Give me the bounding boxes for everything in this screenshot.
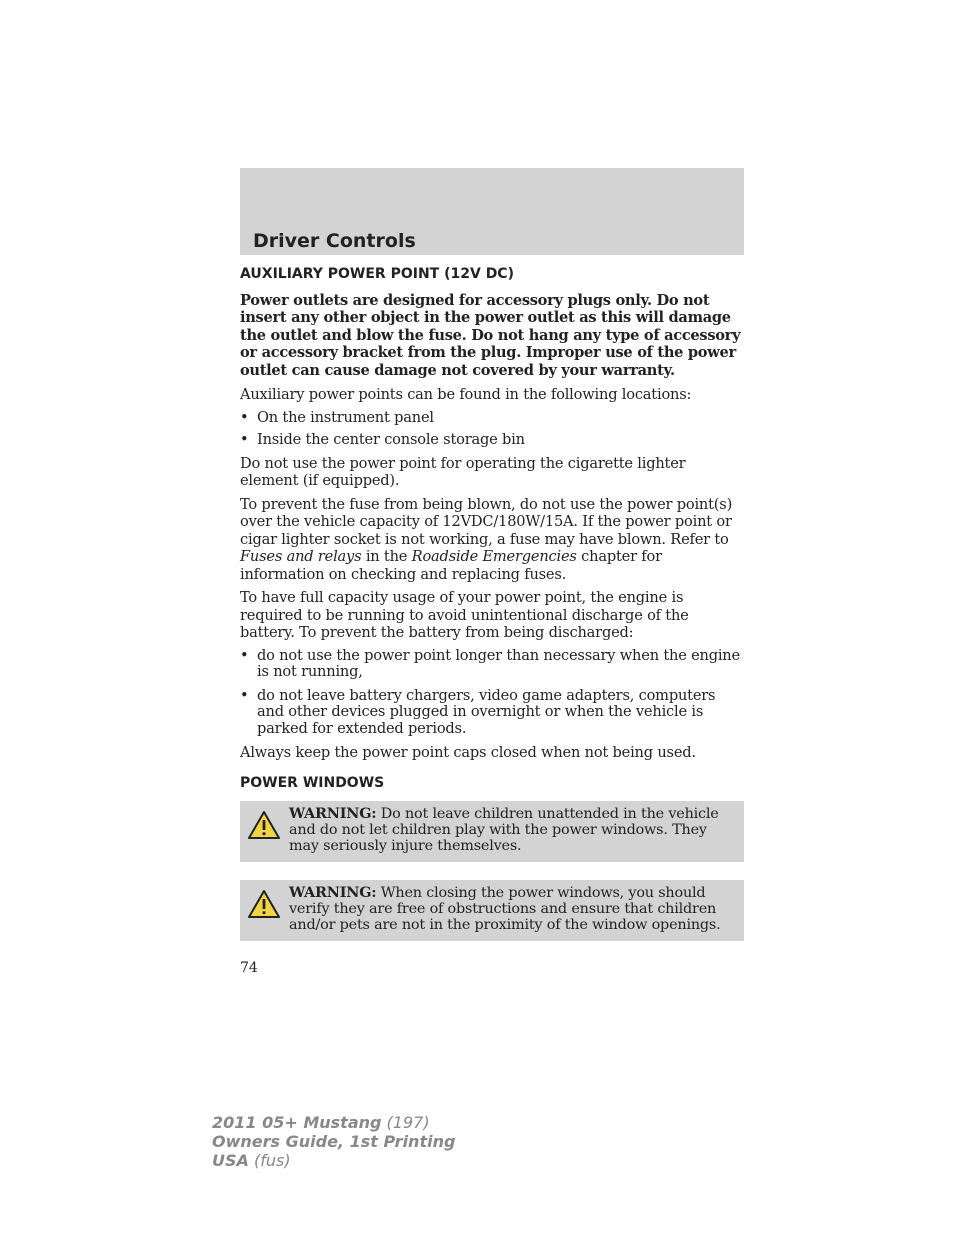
bullet-icon: • xyxy=(240,431,249,448)
aux-capacity-note: To have full capacity usage of your power point, the engine is required to be running to avoid unintentional discharge of the battery. To prevent the battery from being discharged: xyxy=(240,589,689,641)
warning-triangle-icon xyxy=(247,889,281,919)
footer-line-guide: Owners Guide, 1st Printing xyxy=(212,1132,456,1151)
aux-power-caution: Power outlets are designed for accessory plugs only. Do not insert any other object in the power outlet as this will damage the outlet and blow the fuse. Do not hang any type of accessory or accessory bracket from the plug. Improper use of the power outlet can cause damage not covered by your warranty. xyxy=(240,291,741,379)
document-footer xyxy=(212,1113,455,1170)
warning-box xyxy=(240,880,744,941)
section-title: Driver Controls xyxy=(253,230,416,252)
power-windows-heading: POWER WINDOWS xyxy=(240,774,385,791)
list-item: • On the instrument panel xyxy=(240,408,434,426)
warning-label: WARNING: xyxy=(289,884,377,901)
aux-power-heading: AUXILIARY POWER POINT (12V DC) xyxy=(240,266,514,282)
footer-line-model: 2011 05+ Mustang (197) xyxy=(212,1113,430,1132)
aux-caps-note: Always keep the power point caps closed when not being used. xyxy=(240,744,696,761)
fuses-relays-reference: Fuses and relays xyxy=(240,548,362,565)
section-header-band xyxy=(240,168,744,255)
list-item: • do not leave battery chargers, video game adapters, computers and other devices plugged in overnight or when the vehicle is parked for extended periods. xyxy=(240,686,716,737)
list-item: • do not use the power point longer than necessary when the engine is not running, xyxy=(240,646,740,680)
warning-box xyxy=(240,801,744,862)
warning-text: When closing the power windows, you should verify they are free of obstructions and ensure that children and/or pets are not in the proximity of the window openings. xyxy=(289,885,721,933)
bullet-icon: • xyxy=(240,686,249,704)
aux-lighter-note: Do not use the power point for operating the cigarette lighter element (if equipped). xyxy=(240,454,686,489)
bullet-icon: • xyxy=(240,646,249,664)
footer-line-market: USA (fus) xyxy=(212,1151,291,1170)
aux-capacity-list xyxy=(240,648,744,738)
page-number: 74 xyxy=(240,960,258,976)
aux-locations-intro: Auxiliary power points can be found in the following locations: xyxy=(240,386,692,403)
aux-fuse-note: To prevent the fuse from being blown, do not use the power point(s) over the vehicle capacity of 12VDC/180W/15A. If the power point or cigar lighter socket is not working, a fuse may have blown. Refer to Fuses and relays in the Roadside Emergencies chapter for information on checking and replacing fuses. xyxy=(240,495,733,583)
warning-triangle-icon xyxy=(247,810,281,840)
aux-locations-list xyxy=(240,410,744,449)
page-content xyxy=(240,266,744,959)
warning-text: Do not leave children unattended in the vehicle and do not let children play with the power windows. They may seriously injure themselves. xyxy=(289,806,719,854)
bullet-icon: • xyxy=(240,408,249,426)
roadside-emergencies-reference: Roadside Emergencies xyxy=(411,548,577,565)
list-item: • Inside the center console storage bin xyxy=(240,431,525,448)
warning-label: WARNING: xyxy=(289,805,377,822)
